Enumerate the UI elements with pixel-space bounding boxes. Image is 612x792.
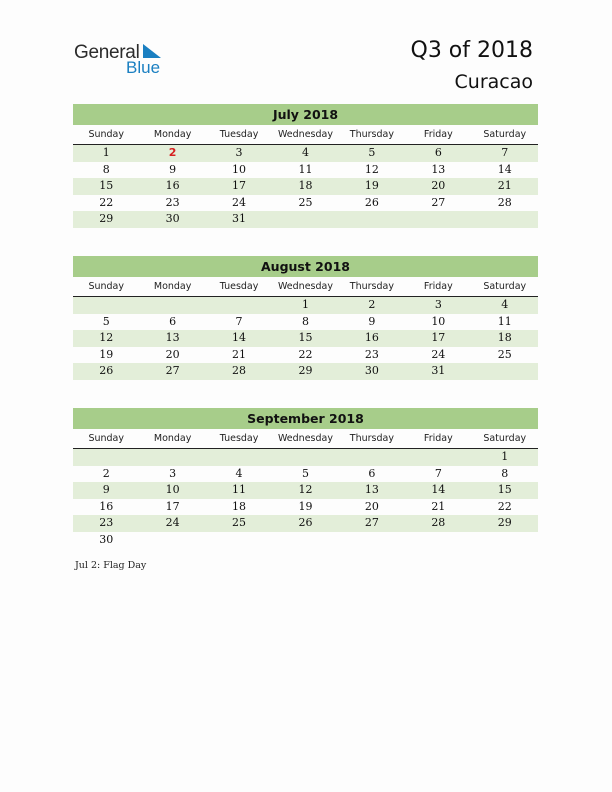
day-cell: 12 <box>99 331 114 344</box>
day-cell: 11 <box>497 314 512 328</box>
empty-day-cell <box>272 449 338 466</box>
month-calendar-august <box>73 256 538 380</box>
logo-triangle-icon <box>141 43 163 59</box>
weekday-label: Friday <box>423 129 453 140</box>
day-cell: 12 <box>364 162 379 176</box>
day-cell: 4 <box>301 146 309 159</box>
day-cell: 10 <box>165 483 180 496</box>
day-cell: 4 <box>501 298 509 311</box>
weekday-label: Saturday <box>483 433 527 444</box>
day-cell: 3 <box>235 146 243 159</box>
week-row <box>73 499 538 516</box>
month-calendar-september <box>73 408 538 548</box>
week-row <box>73 162 538 179</box>
day-cell: 14 <box>232 331 247 344</box>
weekday-label: Tuesday <box>219 433 259 444</box>
day-cell: 15 <box>99 179 114 192</box>
day-cell: 15 <box>298 331 313 344</box>
week-row <box>73 178 538 195</box>
week-row <box>73 211 538 228</box>
day-cell: 18 <box>298 179 313 192</box>
day-cell: 27 <box>165 364 180 377</box>
empty-day-cell <box>272 532 338 549</box>
day-cell: 14 <box>497 162 512 176</box>
weekday-label: Sunday <box>88 281 124 292</box>
day-cell: 22 <box>99 195 114 209</box>
day-cell: 19 <box>99 347 114 361</box>
month-title: September 2018 <box>73 408 538 429</box>
day-cell: 30 <box>364 364 379 377</box>
weekday-label: Monday <box>153 433 192 444</box>
day-cell: 4 <box>235 466 243 480</box>
weekday-label: Tuesday <box>219 129 259 140</box>
day-cell: 21 <box>232 347 247 361</box>
weekday-label: Saturday <box>483 281 527 292</box>
day-cell: 11 <box>232 483 247 496</box>
day-cell: 21 <box>431 499 446 513</box>
weekday-header-row <box>73 278 538 297</box>
day-cell: 23 <box>364 347 379 361</box>
day-cell: 2 <box>102 466 110 480</box>
day-cell: 31 <box>431 364 446 377</box>
week-row <box>73 515 538 532</box>
day-cell: 18 <box>497 331 512 344</box>
day-cell: 27 <box>364 516 379 529</box>
day-cell: 9 <box>102 483 110 496</box>
day-cell: 16 <box>99 499 114 513</box>
empty-day-cell <box>139 532 205 549</box>
day-cell: 11 <box>298 162 313 176</box>
day-cell: 18 <box>232 499 247 513</box>
general-blue-logo <box>74 42 174 82</box>
day-cell: 16 <box>165 179 180 192</box>
day-cell: 25 <box>497 347 512 361</box>
weekday-label: Tuesday <box>219 281 259 292</box>
empty-day-cell <box>339 211 405 228</box>
day-cell: 7 <box>501 146 509 159</box>
empty-day-cell <box>405 532 471 549</box>
day-cell: 20 <box>431 179 446 192</box>
day-cell: 17 <box>232 179 247 192</box>
empty-day-cell <box>472 363 538 380</box>
day-cell: 20 <box>364 499 379 513</box>
logo-word-blue: Blue <box>126 58 161 77</box>
day-cell: 1 <box>301 298 309 311</box>
day-cell: 24 <box>165 516 180 529</box>
empty-day-cell <box>405 211 471 228</box>
empty-day-cell <box>272 211 338 228</box>
day-cell: 1 <box>501 450 509 463</box>
week-row <box>73 145 538 162</box>
empty-day-cell <box>405 449 471 466</box>
day-cell: 19 <box>364 179 379 192</box>
empty-day-cell <box>206 297 272 314</box>
empty-day-cell <box>339 532 405 549</box>
week-row <box>73 363 538 380</box>
day-cell: 20 <box>165 347 180 361</box>
day-cell: 30 <box>99 532 114 546</box>
day-cell: 3 <box>169 466 177 480</box>
week-row <box>73 482 538 499</box>
day-cell: 2 <box>368 298 376 311</box>
day-cell: 22 <box>497 499 512 513</box>
day-cell: 10 <box>431 314 446 328</box>
day-cell: 24 <box>431 347 446 361</box>
day-cell: 12 <box>298 483 313 496</box>
day-cell: 16 <box>364 331 379 344</box>
week-row <box>73 330 538 347</box>
week-row <box>73 195 538 212</box>
day-cell: 28 <box>232 364 247 377</box>
weekday-label: Monday <box>153 281 192 292</box>
day-cell: 22 <box>298 347 313 361</box>
day-cell: 21 <box>497 179 512 192</box>
day-cell: 26 <box>298 516 313 529</box>
day-cell: 29 <box>497 516 512 529</box>
month-title: August 2018 <box>73 256 538 277</box>
day-cell: 15 <box>497 483 512 496</box>
empty-day-cell <box>206 449 272 466</box>
day-cell: 5 <box>368 146 376 159</box>
day-cell: 28 <box>497 195 512 209</box>
day-cell: 23 <box>99 516 114 529</box>
empty-day-cell <box>472 532 538 549</box>
empty-day-cell <box>339 449 405 466</box>
weekday-label: Saturday <box>483 129 527 140</box>
weekday-label: Sunday <box>88 129 124 140</box>
day-cell: 6 <box>434 146 442 159</box>
week-row <box>73 297 538 314</box>
day-cell: 13 <box>431 162 446 176</box>
week-row <box>73 314 538 331</box>
day-cell: 13 <box>364 483 379 496</box>
page-subtitle: Curacao <box>454 71 533 93</box>
day-cell: 23 <box>165 195 180 209</box>
weekday-label: Thursday <box>349 433 394 444</box>
weekday-header-row <box>73 430 538 449</box>
day-cell: 7 <box>434 466 442 480</box>
week-row <box>73 532 538 549</box>
empty-day-cell <box>73 297 139 314</box>
logo-word-general: General <box>74 42 140 63</box>
empty-day-cell <box>73 449 139 466</box>
weekday-label: Sunday <box>88 433 124 444</box>
day-cell: 26 <box>364 195 379 209</box>
day-cell: 31 <box>232 212 247 225</box>
week-row <box>73 466 538 483</box>
day-cell: 9 <box>169 162 177 176</box>
empty-day-cell <box>139 449 205 466</box>
day-cell: 25 <box>298 195 313 209</box>
day-cell: 2 <box>168 146 177 159</box>
month-calendar-july <box>73 104 538 228</box>
day-cell: 5 <box>301 466 309 480</box>
day-cell: 8 <box>301 314 309 328</box>
week-row <box>73 449 538 466</box>
day-cell: 26 <box>99 364 114 377</box>
weekday-label: Wednesday <box>277 281 333 292</box>
day-cell: 28 <box>431 516 446 529</box>
day-cell: 6 <box>169 314 177 328</box>
week-row <box>73 347 538 364</box>
day-cell: 29 <box>298 364 313 377</box>
day-cell: 3 <box>434 298 442 311</box>
weekday-label: Monday <box>153 129 192 140</box>
day-cell: 17 <box>431 331 446 344</box>
day-cell: 29 <box>99 212 114 225</box>
holiday-note: Jul 2: Flag Day <box>75 560 147 571</box>
day-cell: 10 <box>232 162 247 176</box>
weekday-label: Thursday <box>349 129 394 140</box>
day-cell: 8 <box>501 466 509 480</box>
day-cell: 27 <box>431 195 446 209</box>
day-cell: 6 <box>368 466 376 480</box>
empty-day-cell <box>139 297 205 314</box>
day-cell: 8 <box>102 162 110 176</box>
day-cell: 5 <box>102 314 110 328</box>
empty-day-cell <box>472 211 538 228</box>
weekday-label: Wednesday <box>277 433 333 444</box>
day-cell: 30 <box>165 212 180 225</box>
month-title: July 2018 <box>73 104 538 125</box>
day-cell: 17 <box>165 499 180 513</box>
weekday-label: Wednesday <box>277 129 333 140</box>
page-title: Q3 of 2018 <box>410 38 533 63</box>
day-cell: 9 <box>368 314 376 328</box>
day-cell: 19 <box>298 499 313 513</box>
weekday-label: Friday <box>423 433 453 444</box>
weekday-label: Friday <box>423 281 453 292</box>
day-cell: 25 <box>232 516 247 529</box>
day-cell: 24 <box>232 195 247 209</box>
weekday-label: Thursday <box>349 281 394 292</box>
day-cell: 1 <box>102 146 110 159</box>
empty-day-cell <box>206 532 272 549</box>
day-cell: 7 <box>235 314 243 328</box>
day-cell: 13 <box>165 331 180 344</box>
day-cell: 14 <box>431 483 446 496</box>
weekday-header-row <box>73 126 538 145</box>
